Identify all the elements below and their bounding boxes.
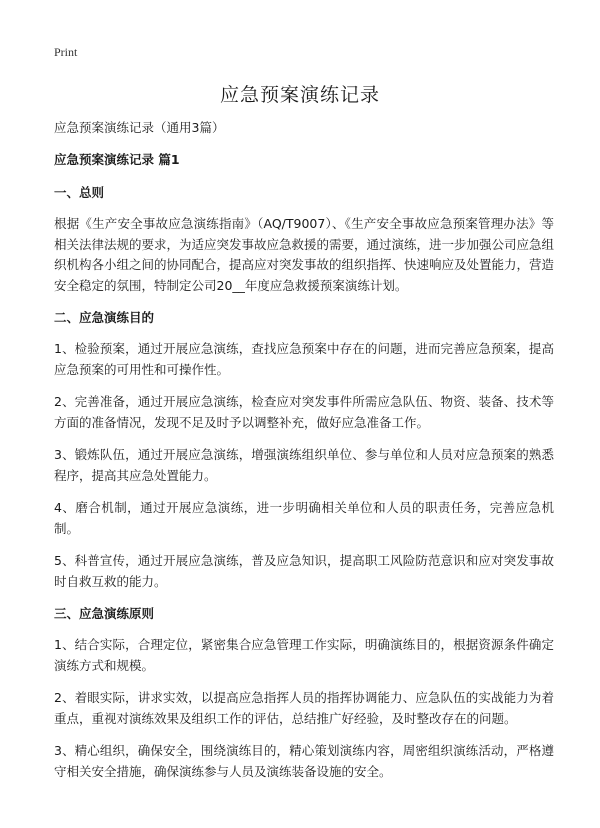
paragraph: 1、结合实际，合理定位，紧密集合应急管理工作实际，明确演练目的，根据资源条件确定演练方式和规模。 [54,637,554,673]
section-drill-purpose [54,308,554,592]
document-subtitle: 应急预案演练记录（通用3篇） [54,120,225,135]
document-title: 应急预案演练记录 [219,84,380,106]
section-heading: 三、应急演练原则 [54,606,155,621]
print-label: Print [54,45,78,59]
paragraph: 根据《生产安全事故应急演练指南》（AQ/T9007）、《生产安全事故应急预案管理办法》等相关法律法规的要求，为适应突发事故应急救援的需要，通过演练，进一步加强公司应急组织机构各小组之间的协同配合，提高应对突发事故的组织指挥、快速响应及处置能力，营造安全稳定的氛围，特制定公司20__年度应急救援预案演练计划。 [54,216,555,293]
article-heading: 应急预案演练记录 篇1 [54,152,180,167]
paragraph: 3、精心组织，确保安全，围绕演练目的，精心策划演练内容，周密组织演练活动，严格遵守相关安全措施，确保演练参与人员及演练装备设施的安全。 [54,743,554,779]
paragraph: 2、完善准备，通过开展应急演练，检查应对突发事件所需应急队伍、物资、装备、技术等方面的准备情况，发现不足及时予以调整补充，做好应急准备工作。 [54,394,554,430]
paragraph: 1、检验预案，通过开展应急演练，查找应急预案中存在的问题，进而完善应急预案，提高应急预案的可用性和可操作性。 [54,341,554,377]
section-general [54,183,554,296]
section-drill-principles [54,604,554,782]
paragraph: 3、锻炼队伍，通过开展应急演练，增强演练组织单位、参与单位和人员对应急预案的熟悉程序，提高其应急处置能力。 [54,447,554,483]
document-body [54,118,554,794]
paragraph: 5、科普宣传，通过开展应急演练，普及应急知识，提高职工风险防范意识和应对突发事故时自救互救的能力。 [54,553,554,589]
paragraph: 4、磨合机制，通过开展应急演练，进一步明确相关单位和人员的职责任务，完善应急机制。 [54,500,554,536]
paragraph: 2、着眼实际，讲求实效，以提高应急指挥人员的指挥协调能力、应急队伍的实战能力为着重点，重视对演练效果及组织工作的评估，总结推广好经验，及时整改存在的问题。 [54,690,554,726]
section-heading: 二、应急演练目的 [54,310,155,325]
section-heading: 一、总则 [54,185,105,200]
